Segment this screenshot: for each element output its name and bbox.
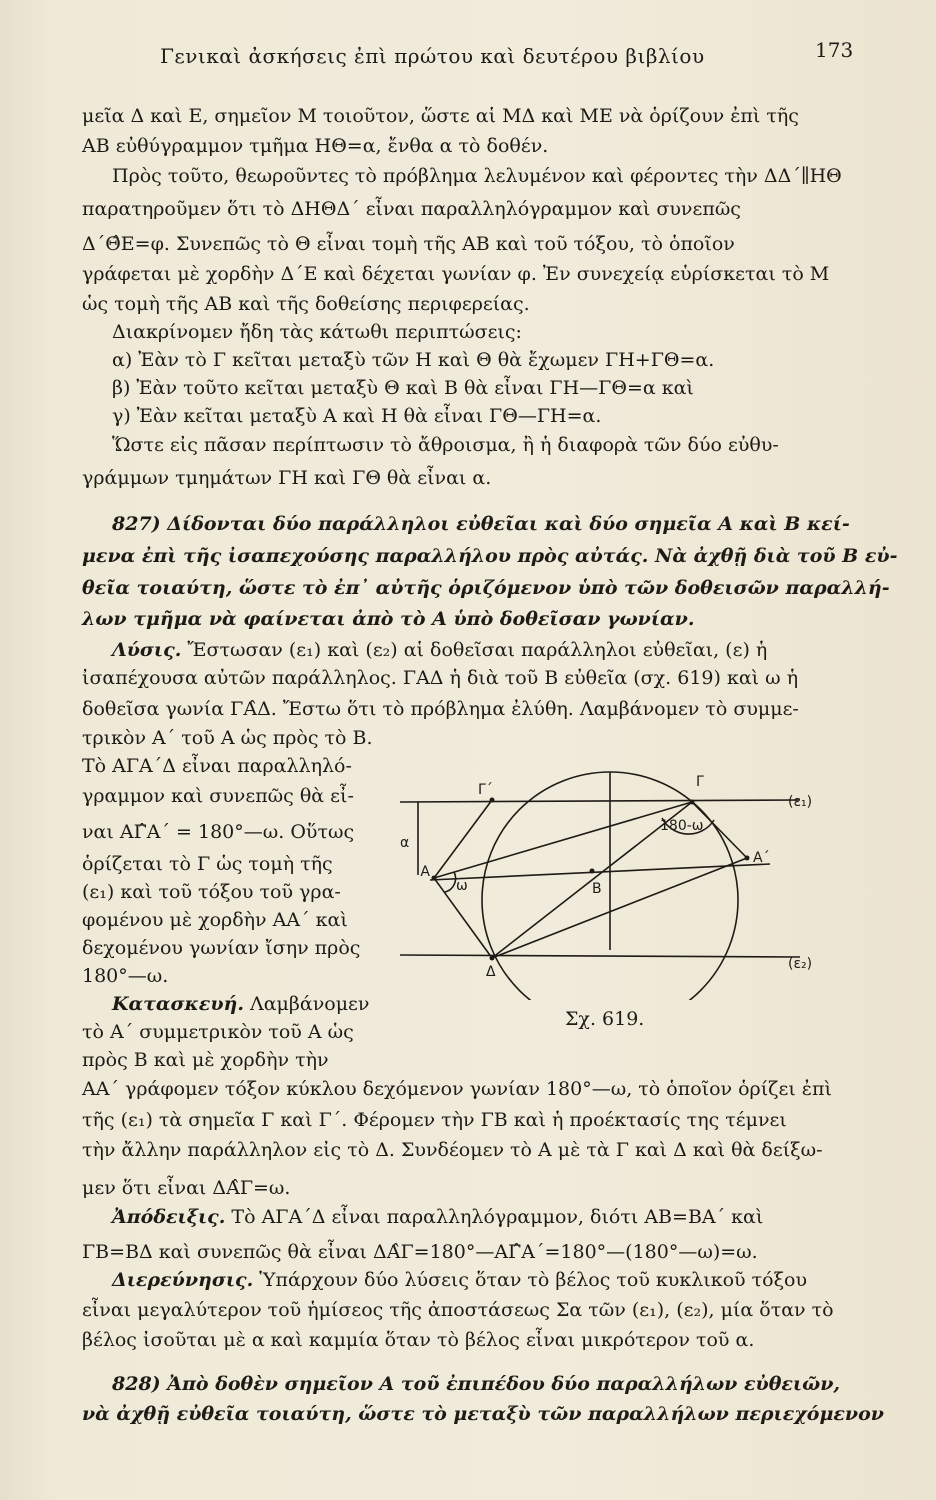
- page-number: 173: [815, 38, 854, 62]
- text-line: παρατηροῦμεν ὅτι τὸ ΔΗΘΔ΄ εἶναι παραλληλόγραμμον καὶ συνεπῶς: [82, 198, 741, 220]
- proof-line: [112, 1205, 872, 1229]
- label-G: Γ: [696, 774, 704, 790]
- label-omega: ω: [456, 878, 468, 894]
- text-line: Ὥστε εἰς πᾶσαν περίπτωσιν τὸ ἄθροισμα, ἢ ἡ διαφορὰ τῶν δύο εὐθυ-: [112, 434, 779, 456]
- line-e: [430, 864, 770, 880]
- text-line: ὁρίζεται τὸ Γ ὡς τομὴ τῆς: [82, 853, 333, 875]
- construction-label: Κατασκευή.: [112, 993, 244, 1015]
- point-G1: [490, 798, 495, 803]
- case-b: β) Ἐὰν τοῦτο κεῖται μεταξὺ Θ καὶ Β θὰ εἶναι ΓΗ—ΓΘ=α καὶ: [112, 377, 694, 399]
- problem-827-statement: θεῖα τοιαύτη, ὥστε τὸ ἐπ᾽ αὐτῆς ὁριζόμενον ὑπὸ τῶν δοθεισῶν παραλλή-: [82, 577, 890, 599]
- text-line: πρὸς Β καὶ μὲ χορδὴν τὴν: [82, 1049, 329, 1071]
- case-c: γ) Ἐὰν κεῖται μεταξὺ Α καὶ Η θὰ εἶναι ΓΘ—ΓΗ=α.: [112, 405, 602, 427]
- label-angle: 180-ω: [660, 818, 704, 834]
- discussion-label: Διερεύνησις.: [112, 1269, 254, 1291]
- label-alpha: α: [400, 835, 410, 851]
- text-line: βέλος ἰσοῦται μὲ α καὶ καμμία ὅταν τὸ βέλος εἶναι μικρότερον τοῦ α.: [82, 1329, 755, 1351]
- point-G: [690, 800, 695, 805]
- text-line: ΑΒ εὐθύγραμμον τμῆμα ΗΘ=α, ἔνθα α τὸ δοθέν.: [82, 135, 549, 157]
- problem-828-statement: νὰ ἀχθῇ εὐθεῖα τοιαύτη, ὥστε τὸ μεταξὺ τῶν παραλλήλων περιεχόμενον: [82, 1403, 884, 1425]
- text-line: εἶναι μεγαλύτερον τοῦ ἡμίσεος τῆς ἀποστάσεως Σα τῶν (ε₁), (ε₂), μία ὅταν τὸ: [82, 1299, 834, 1321]
- text-line: Διακρίνομεν ἤδη τὰς κάτωθι περιπτώσεις:: [112, 321, 522, 343]
- point-A1: [745, 856, 750, 861]
- text-line: γράφεται μὲ χορδὴν Δ΄Ε καὶ δέχεται γωνίαν φ. Ἐν συνεχείᾳ εὑρίσκεται τὸ Μ: [82, 263, 830, 285]
- segment-AG: [434, 802, 692, 878]
- label-A: Α: [420, 864, 430, 880]
- figure-619: [380, 750, 840, 1000]
- line-e2: [400, 955, 800, 957]
- text-line: τὴν ἄλλην παράλληλον εἰς τὸ Δ. Συνδέομεν τὸ Α μὲ τὰ Γ καὶ Δ καὶ θὰ δείξω-: [82, 1139, 823, 1161]
- label-B: Β: [592, 881, 602, 897]
- construction-text: Λαμβάνομεν: [250, 993, 370, 1015]
- label-e2: (ε₂): [788, 956, 813, 972]
- case-a: α) Ἐὰν τὸ Γ κεῖται μεταξὺ τῶν Η καὶ Θ θὰ ἔχωμεν ΓΗ+ΓΘ=α.: [112, 349, 715, 371]
- segment-G1A: [434, 800, 492, 878]
- proof-label: Ἀπόδειξις.: [112, 1206, 226, 1228]
- text-line: γραμμον καὶ συνεπῶς θὰ εἶ-: [82, 785, 354, 807]
- point-B: [590, 869, 595, 874]
- text-line: δοθεῖσα γωνία ΓΑ̂Δ. Ἔστω ὅτι τὸ πρόβλημα ἐλύθη. Λαμβάνομεν τὸ συμμε-: [82, 698, 799, 720]
- text-line: Τὸ ΑΓΑ΄Δ εἶναι παραλληλό-: [82, 755, 352, 777]
- discussion-line: [112, 1268, 872, 1292]
- proof-text: Τὸ ΑΓΑ΄Δ εἶναι παραλληλόγραμμον, διότι ΑΒ=ΒΑ΄ καὶ: [231, 1206, 764, 1228]
- point-A: [432, 876, 437, 881]
- construction-line: [112, 992, 392, 1016]
- problem-827-statement: λων τμῆμα νὰ φαίνεται ἀπὸ τὸ Α ὑπὸ δοθεῖσαν γωνίαν.: [82, 608, 695, 630]
- segment-DA1: [492, 858, 747, 958]
- text-line: φομένου μὲ χορδὴν ΑΑ΄ καὶ: [82, 909, 348, 931]
- text-line: τῆς (ε₁) τὰ σημεῖα Γ καὶ Γ΄. Φέρομεν τὴν ΓΒ καὶ ἡ προέκτασίς της τέμνει: [82, 1109, 787, 1131]
- text-line: ναι ΑΓ̂Α΄ = 180°—ω. Οὕτως: [82, 821, 355, 843]
- problem-827-statement: μενα ἐπὶ τῆς ἰσαπεχούσης παραλλήλου πρὸς αὐτάς. Νὰ ἀχθῇ διὰ τοῦ Β εὐ-: [82, 545, 898, 567]
- text-line: ΓΒ=ΒΔ καὶ συνεπῶς θὰ εἶναι ΔΑ̂Γ=180°—ΑΓ̂Α΄=180°—(180°—ω)=ω.: [82, 1241, 758, 1263]
- text-line: μεν ὅτι εἶναι ΔΑ̂Γ=ω.: [82, 1177, 291, 1199]
- solution-label: Λύσις.: [112, 639, 182, 661]
- problem-828-statement: 828) Ἀπὸ δοθὲν σημεῖον Α τοῦ ἐπιπέδου δύο παραλλήλων εὐθειῶν,: [112, 1373, 841, 1395]
- figure-caption: Σχ. 619.: [565, 1008, 645, 1030]
- text-line: τὸ Α΄ συμμετρικὸν τοῦ Α ὡς: [82, 1021, 354, 1043]
- text-line: γράμμων τμημάτων ΓΗ καὶ ΓΘ θὰ εἶναι α.: [82, 467, 492, 489]
- text-line: τρικὸν Α΄ τοῦ Α ὡς πρὸς τὸ Β.: [82, 727, 373, 749]
- solution-text: Ἔστωσαν (ε₁) καὶ (ε₂) αἱ δοθεῖσαι παράλληλοι εὐθεῖαι, (ε) ἡ: [187, 639, 768, 661]
- text-line: ὡς τομὴ τῆς ΑΒ καὶ τῆς δοθείσης περιφερείας.: [82, 293, 530, 315]
- label-e1: (ε₁): [788, 794, 813, 810]
- text-line: μεῖα Δ καὶ Ε, σημεῖον Μ τοιοῦτον, ὥστε αἱ ΜΔ καὶ ΜΕ νὰ ὁρίζουν ἐπὶ τῆς: [82, 105, 799, 127]
- text-line: Πρὸς τοῦτο, θεωροῦντες τὸ πρόβλημα λελυμένον καὶ φέροντες τὴν ΔΔ΄∥ΗΘ: [112, 165, 842, 187]
- text-line: ΑΑ΄ γράφομεν τόξον κύκλου δεχόμενον γωνίαν 180°—ω, τὸ ὁποῖον ὁρίζει ἐπὶ: [82, 1078, 832, 1100]
- solution-line: [112, 638, 872, 662]
- label-A1: Α΄: [753, 850, 770, 866]
- text-line: 180°—ω.: [82, 965, 169, 987]
- running-title: Γενικαὶ ἀσκήσεις ἐπὶ πρώτου καὶ δευτέρου βιβλίου: [160, 44, 705, 68]
- problem-827-statement: 827) Δίδονται δύο παράλληλοι εὐθεῖαι καὶ δύο σημεῖα Α καὶ Β κεί-: [112, 513, 850, 535]
- text-line: Δ΄Θ̂Ε=φ. Συνεπῶς τὸ Θ εἶναι τομὴ τῆς ΑΒ καὶ τοῦ τόξου, τὸ ὁποῖον: [82, 233, 735, 255]
- text-line: δεχομένου γωνίαν ἴσην πρὸς: [82, 937, 361, 959]
- point-D: [490, 956, 495, 961]
- discussion-text: Ὑπάρχουν δύο λύσεις ὅταν τὸ βέλος τοῦ κυκλικοῦ τόξου: [259, 1269, 808, 1291]
- label-D: Δ: [486, 964, 496, 980]
- line-e1: [400, 800, 800, 802]
- label-G1: Γ΄: [478, 782, 493, 798]
- text-line: ἰσαπέχουσα αὐτῶν παράλληλος. ΓΑΔ ἡ διὰ τοῦ Β εὐθεῖα (σχ. 619) καὶ ω ἡ: [82, 667, 799, 689]
- text-line: (ε₁) καὶ τοῦ τόξου τοῦ γρα-: [82, 881, 341, 903]
